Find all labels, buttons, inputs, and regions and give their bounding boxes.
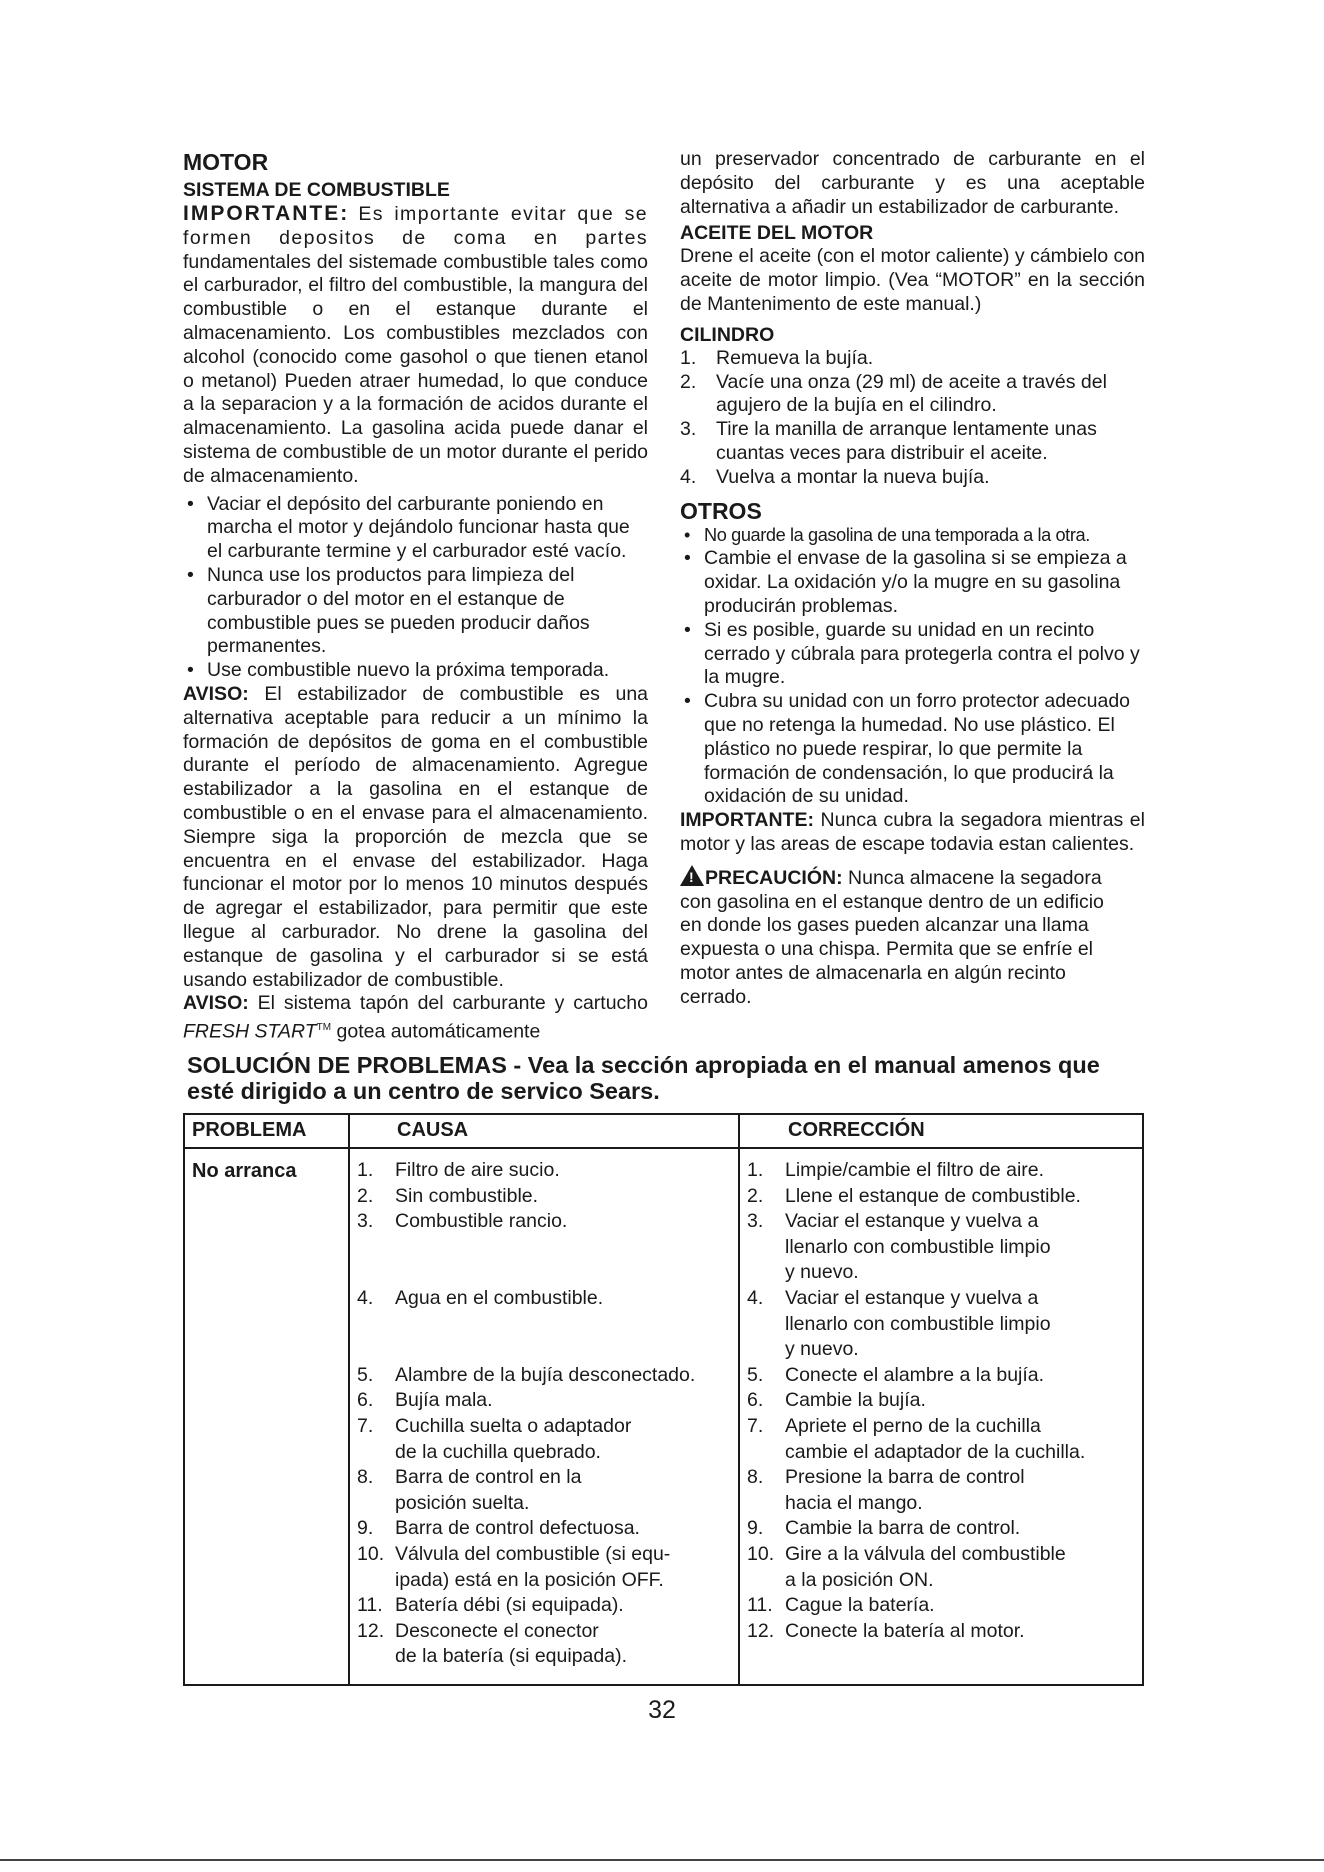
item-number: 1. bbox=[357, 1159, 374, 1181]
item-text: llenarlo con combustible limpio bbox=[785, 1312, 1051, 1335]
item-number: 3. bbox=[747, 1210, 764, 1233]
item-text: Conecte el alambre a la bujía. bbox=[785, 1363, 1045, 1386]
engine-oil-paragraph: Drene el aceite (con el motor caliente) y cámbielo con aceite de motor limpio. (Vea “MOTOR” en la sección de Mantenimento de este manual.) bbox=[680, 245, 1145, 315]
precaucion-note bbox=[680, 865, 1145, 1010]
item-number: 8. bbox=[357, 1466, 374, 1489]
item-number: 6. bbox=[357, 1389, 374, 1412]
header-correccion: CORRECCIÓN bbox=[788, 1119, 925, 1141]
item-text: Cague la batería. bbox=[785, 1594, 935, 1617]
list-item: • Use combustible nuevo la próxima temporada. bbox=[183, 659, 648, 683]
item-number: 4. bbox=[747, 1287, 764, 1309]
item-number: 9. bbox=[357, 1517, 374, 1540]
item-number: 3. bbox=[357, 1210, 374, 1233]
list-item bbox=[680, 466, 1145, 490]
precaucion-text: Nunca almacene la segadora con gasolina en el estanque dentro de un edificio en donde los gases pueden alcanzar una llama expuesta o una chispa. Permita que se enfríe el motor antes de almacenarla en algún recinto cerrado. bbox=[680, 866, 1104, 1008]
item-number: 2. bbox=[747, 1184, 764, 1207]
storage-bullet-list bbox=[183, 493, 648, 683]
item-number: 1. bbox=[747, 1159, 764, 1181]
fresh-start-brand: FRESH START bbox=[183, 1020, 317, 1043]
step-number: 4. bbox=[680, 465, 697, 488]
header-causa: CAUSA bbox=[397, 1119, 469, 1141]
troubleshooting-heading-line: SOLUCIÓN DE PROBLEMAS - Vea la sección apropiada en el manual amenos que bbox=[187, 1052, 1100, 1078]
item-text: Bujía mala. bbox=[395, 1389, 493, 1412]
step-number: 2. bbox=[680, 370, 697, 393]
item-number: 10. bbox=[747, 1543, 775, 1565]
cylinder-title: CILINDRO bbox=[680, 323, 775, 346]
bottom-rule bbox=[0, 1859, 1324, 1861]
list-item bbox=[680, 347, 1145, 371]
otros-title: OTROS bbox=[680, 497, 762, 524]
item-text: Filtro de aire sucio. bbox=[395, 1159, 560, 1181]
item-number: 2. bbox=[357, 1184, 374, 1207]
item-text: posición suelta. bbox=[395, 1491, 530, 1514]
importante-note bbox=[680, 809, 1145, 857]
column-divider bbox=[738, 1115, 740, 1684]
aviso-paragraph-1 bbox=[183, 683, 648, 992]
item-text: Gire a la válvula del combustible bbox=[785, 1543, 1066, 1565]
aviso-text: El sistema tapón del carburante y cartucho bbox=[257, 992, 648, 1015]
item-text: Cuchilla suelta o adaptador bbox=[395, 1415, 632, 1437]
item-text: Vaciar el estanque y vuelva a bbox=[785, 1287, 1039, 1309]
item-number: 8. bbox=[747, 1466, 764, 1489]
aviso-paragraph-2 bbox=[183, 992, 648, 1044]
aviso-label: AVISO: bbox=[183, 682, 249, 705]
item-text: Limpie/cambie el filtro de aire. bbox=[785, 1159, 1045, 1181]
importante-label: IMPORTANTE: bbox=[183, 202, 350, 225]
item-text: Cambie la barra de control. bbox=[785, 1517, 1021, 1540]
item-number: 7. bbox=[357, 1415, 374, 1437]
item-number: 10. bbox=[357, 1543, 385, 1565]
item-number: 12. bbox=[747, 1619, 775, 1642]
troubleshooting-heading-line: esté dirigido a un centro de servico Sears. bbox=[187, 1078, 660, 1104]
item-text: Agua en el combustible. bbox=[395, 1287, 604, 1309]
list-item bbox=[680, 418, 1145, 466]
item-text: Alambre de la bujía desconectado. bbox=[395, 1363, 696, 1386]
list-item: • Cambie el envase de la gasolina si se empieza a oxidar. La oxidación y/o la mugre en su gasolina producirán problemas. bbox=[680, 547, 1145, 618]
list-item: • No guarde la gasolina de una temporada a la otra. bbox=[680, 524, 1145, 548]
list-item bbox=[680, 371, 1145, 419]
item-number: 6. bbox=[747, 1389, 764, 1412]
step-text: Vacíe una onza (29 ml) de aceite a través del agujero de la bujía en el cilindro. bbox=[716, 370, 1107, 417]
troubleshooting-heading bbox=[187, 1052, 1167, 1104]
item-text: Presione la barra de control bbox=[785, 1466, 1025, 1489]
cylinder-steps bbox=[680, 347, 1145, 490]
importante-text: Nunca cubra la segadora mientras el motor y las areas de escape todavia estan calientes. bbox=[680, 809, 1145, 855]
step-number: 3. bbox=[680, 418, 697, 441]
header-problema: PROBLEMA bbox=[192, 1119, 307, 1141]
item-text: Desconecte el conector bbox=[395, 1619, 599, 1642]
page-number: 32 bbox=[648, 1696, 676, 1724]
precaucion-label: PRECAUCIÓN: bbox=[705, 866, 843, 889]
item-text: Barra de control defectuosa. bbox=[395, 1517, 640, 1540]
otros-bullet-list bbox=[680, 524, 1145, 810]
item-text: hacia el mango. bbox=[785, 1491, 923, 1514]
list-item: • Si es posible, guarde su unidad en un recinto cerrado y cúbrala para protegerla contra el polvo y la mugre. bbox=[680, 619, 1145, 690]
trademark-mark: TM bbox=[316, 1022, 332, 1034]
item-text: y nuevo. bbox=[785, 1338, 859, 1361]
list-item: • Nunca use los productos para limpieza del carburador o del motor en el estanque de combustible pues se pueden producir daños permanentes. bbox=[183, 564, 648, 659]
item-text: Combustible rancio. bbox=[395, 1210, 568, 1233]
importante-text: fundamentales del sistemade combustible tales como el carburador, el filtro del combustible, la mangura del combustible o en el estanque durante el almacenamiento. Los combustibles mezclados con alcohol (conocido come gasohol o que tienen etanol o metanol) Pueden atraer humedad, lo que conduce a la separacion y a la formación de acidos durante el almacenamiento. La gasolina acida puede danar el sistema de combustible de un motor durante el perido de almacenamiento. bbox=[183, 250, 649, 487]
item-text: Sin combustible. bbox=[395, 1184, 539, 1207]
item-number: 7. bbox=[747, 1415, 764, 1437]
item-text: cambie el adaptador de la cuchilla. bbox=[785, 1440, 1086, 1463]
item-text: Apriete el perno de la cuchilla bbox=[785, 1415, 1041, 1437]
item-text: Cambie la bujía. bbox=[785, 1389, 926, 1412]
item-text: ipada) está en la posición OFF. bbox=[395, 1568, 664, 1591]
item-text: Batería débi (si equipada). bbox=[395, 1594, 624, 1617]
item-number: 11. bbox=[357, 1594, 383, 1617]
importante-text-spaced: Es importante evitar que se formen depositos de coma en partes bbox=[183, 203, 648, 249]
importante-paragraph bbox=[183, 202, 648, 489]
left-column bbox=[183, 148, 648, 1044]
column-divider bbox=[348, 1115, 350, 1684]
aviso-text: El estabilizador de combustible es una alternativa aceptable para reducir a un mínimo la formación de depósitos de goma en el combustible durante el período de almacenamiento. Agregue estabilizador a la gasolina en el estanque de combustible o en el envase para el almacenamiento. Siempre siga la proporción de mezcla que se encuentra en el envase del estabilizador. Haga funcionar el motor por lo menos 10 minutos después de agregar el estabilizador, para permitir que este llegue al carburador. No drene la gasolina del estanque de gasolina y el carburador si se está usando estabilizador de combustible. bbox=[183, 682, 649, 991]
item-number: 5. bbox=[747, 1363, 764, 1386]
item-text: y nuevo. bbox=[785, 1261, 859, 1284]
engine-oil-title: ACEITE DEL MOTOR bbox=[680, 222, 874, 245]
item-text: Barra de control en la bbox=[395, 1466, 582, 1489]
problem-cell: No arranca bbox=[192, 1160, 297, 1182]
continued-paragraph: un preservador concentrado de carburante en el depósito del carburante y es una aceptable alternativa a añadir un estabilizador de carburante. bbox=[680, 148, 1145, 218]
aviso-text: gotea automáticamente bbox=[336, 1020, 541, 1043]
step-text: Remueva la bujía. bbox=[716, 346, 874, 369]
step-text: Tire la manilla de arranque lentamente unas cuantas veces para distribuir el aceite. bbox=[716, 418, 1097, 464]
step-text: Vuelva a montar la nueva bujía. bbox=[716, 465, 990, 488]
list-item: • Vaciar el depósito del carburante poniendo en marcha el motor y dejándolo funcionar hasta que el carburante termine y el carburador esté vacío. bbox=[183, 493, 648, 564]
item-text: de la cuchilla quebrado. bbox=[395, 1440, 601, 1463]
item-number: 4. bbox=[357, 1287, 374, 1309]
list-item: • Cubra su unidad con un forro protector adecuado que no retenga la humedad. No use plástico. El plástico no puede respirar, lo que permite la formación de condensación, lo que producirá la oxidación de su unidad. bbox=[680, 690, 1145, 809]
item-text: de la batería (si equipada). bbox=[395, 1645, 627, 1668]
item-number: 5. bbox=[357, 1363, 374, 1386]
item-text: Conecte la batería al motor. bbox=[785, 1619, 1025, 1642]
item-text: Válvula del combustible (si equ- bbox=[395, 1543, 671, 1565]
troubleshooting-table bbox=[183, 1113, 1144, 1686]
item-number: 9. bbox=[747, 1517, 764, 1540]
item-text: a la posición ON. bbox=[785, 1568, 934, 1591]
warning-triangle-icon bbox=[680, 865, 704, 886]
item-number: 12. bbox=[357, 1619, 385, 1642]
importante-label: IMPORTANTE: bbox=[680, 809, 814, 832]
right-column bbox=[680, 148, 1145, 1010]
item-text: llenarlo con combustible limpio bbox=[785, 1235, 1051, 1258]
item-text: Llene el estanque de combustible. bbox=[785, 1184, 1081, 1207]
item-text: Vaciar el estanque y vuelva a bbox=[785, 1210, 1039, 1233]
item-number: 11. bbox=[747, 1594, 773, 1617]
motor-title: MOTOR bbox=[183, 149, 269, 175]
fuel-system-title: SISTEMA DE COMBUSTIBLE bbox=[183, 179, 450, 201]
step-number: 1. bbox=[680, 346, 697, 369]
aviso-label: AVISO: bbox=[183, 992, 249, 1015]
header-divider bbox=[185, 1147, 1142, 1149]
